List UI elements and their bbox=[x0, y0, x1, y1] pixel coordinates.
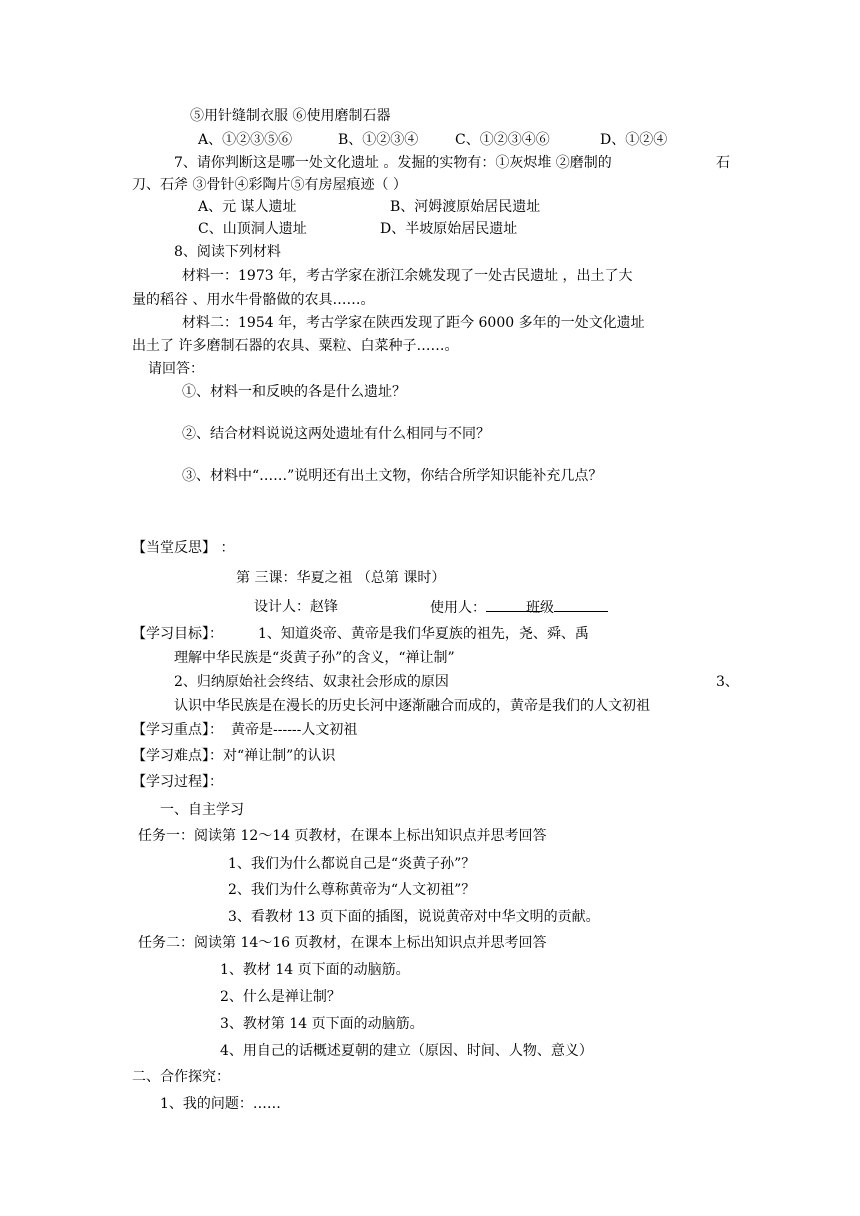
task-2-q1: 1、教材 14 页下面的动脑筋。 bbox=[220, 962, 410, 978]
q7-option-d: D、半坡原始居民遗址 bbox=[380, 221, 518, 237]
task-1: 任务一：阅读第 12～14 页教材，在课本上标出知识点并思考回答 bbox=[138, 828, 547, 844]
section-cooperation: 二、合作探究： bbox=[132, 1069, 230, 1085]
goal-3: 认识中华民族是在漫长的历史长河中逐渐融合而成的，黄帝是我们的人文初祖 bbox=[174, 698, 650, 714]
goal-1: 1、知道炎帝、黄帝是我们华夏族的祖先，尧、舜、禹 bbox=[258, 626, 589, 642]
task-2-q4: 4、用自己的话概述夏朝的建立（原因、时间、人物、意义） bbox=[220, 1043, 593, 1059]
q8-title: 8、阅读下列材料 bbox=[174, 244, 281, 260]
lesson-title: 第 三课：华夏之祖 （总第 课时） bbox=[236, 570, 446, 586]
q8-material1-line1: 材料一：1973 年，考古学家在浙江余姚发现了一处古民遗址 ，出土了大 bbox=[182, 268, 633, 284]
q8-sub2: ②、结合材料说说这两处遗址有什么相同与不同？ bbox=[182, 426, 490, 442]
my-question: 1、我的问题：…… bbox=[160, 1096, 281, 1112]
goal-3-number: 3、 bbox=[716, 674, 739, 690]
process-label: 【学习过程】： bbox=[132, 774, 223, 790]
class-field bbox=[526, 597, 608, 618]
user-label: 使用人： bbox=[430, 600, 486, 616]
q7-option-c: C、山顶洞人遗址 bbox=[198, 221, 307, 237]
designer: 设计人：赵锋 bbox=[254, 599, 338, 615]
key-text: 黄帝是------人文初祖 bbox=[231, 722, 358, 738]
difficulty-label: 【学习难点】： bbox=[132, 748, 223, 764]
section-self-study: 一、自主学习 bbox=[160, 802, 244, 818]
class-label: 班级 bbox=[526, 600, 554, 616]
q6-option-a: A、①②③⑤⑥ bbox=[198, 132, 293, 148]
goal-1-cont: 理解中华民族是“炎黄子孙”的含义，“禅让制” bbox=[174, 650, 455, 666]
q8-sub3: ③、材料中“……”说明还有出土文物，你结合所学知识能补充几点？ bbox=[182, 468, 603, 484]
task-1-q1: 1、我们为什么都说自己是“炎黄子孙”？ bbox=[228, 856, 476, 872]
reflection-heading: 【当堂反思】 ： bbox=[132, 540, 235, 556]
key-label: 【学习重点】： bbox=[132, 722, 223, 738]
q7-stem-line2: 刀、石斧 ③骨针④彩陶片⑤有房屋痕迹（ ） bbox=[132, 177, 407, 193]
q8-material2-line2: 出土了 许多磨制石器的农具、粟粒、白菜种子……。 bbox=[132, 338, 459, 354]
q8-material1-line2: 量的稻谷 、用水牛骨骼做的农具……。 bbox=[132, 292, 375, 308]
goals-label: 【学习目标】： bbox=[132, 626, 223, 642]
q6-option-c: C、①②③④⑥ bbox=[455, 132, 550, 148]
q6-option-b: B、①②③④ bbox=[338, 132, 419, 148]
task-1-q3: 3、看教材 13 页下面的插图，说说黄帝对中华文明的贡献。 bbox=[228, 909, 600, 925]
q7-stem-end: 石 bbox=[716, 155, 730, 171]
class-blank bbox=[554, 597, 608, 612]
goal-2: 2、归纳原始社会终结、奴隶社会形成的原因 bbox=[174, 674, 449, 690]
q7-option-a: A、元 谋人遗址 bbox=[198, 199, 297, 215]
key-point bbox=[132, 720, 357, 740]
q8-ask: 请回答： bbox=[148, 361, 204, 377]
q8-material2-line1: 材料二：1954 年，考古学家在陕西发现了距今 6000 多年的一处文化遗址 bbox=[182, 315, 645, 331]
difficulty-text: 对“禅让制”的认识 bbox=[223, 748, 336, 764]
difficulty-point bbox=[132, 746, 335, 766]
task-2: 任务二：阅读第 14～16 页教材，在课本上标出知识点并思考回答 bbox=[138, 935, 547, 951]
q6-option-d: D、①②④ bbox=[600, 132, 668, 148]
task-2-q2: 2、什么是禅让制？ bbox=[220, 989, 341, 1005]
task-2-q3: 3、教材第 14 页下面的动脑筋。 bbox=[220, 1016, 424, 1032]
task-1-q2: 2、我们为什么尊称黄帝为“人文初祖”？ bbox=[228, 882, 476, 898]
q7-option-b: B、河姆渡原始居民遗址 bbox=[390, 199, 541, 215]
q6-items: ⑤用针缝制衣服 ⑥使用磨制石器 bbox=[190, 108, 391, 124]
q8-sub1: ①、材料一和反映的各是什么遗址？ bbox=[182, 384, 406, 400]
q7-stem: 7、请你判断这是哪一处文化遗址 。发掘的实物有：①灰烬堆 ②磨制的 bbox=[174, 155, 612, 171]
